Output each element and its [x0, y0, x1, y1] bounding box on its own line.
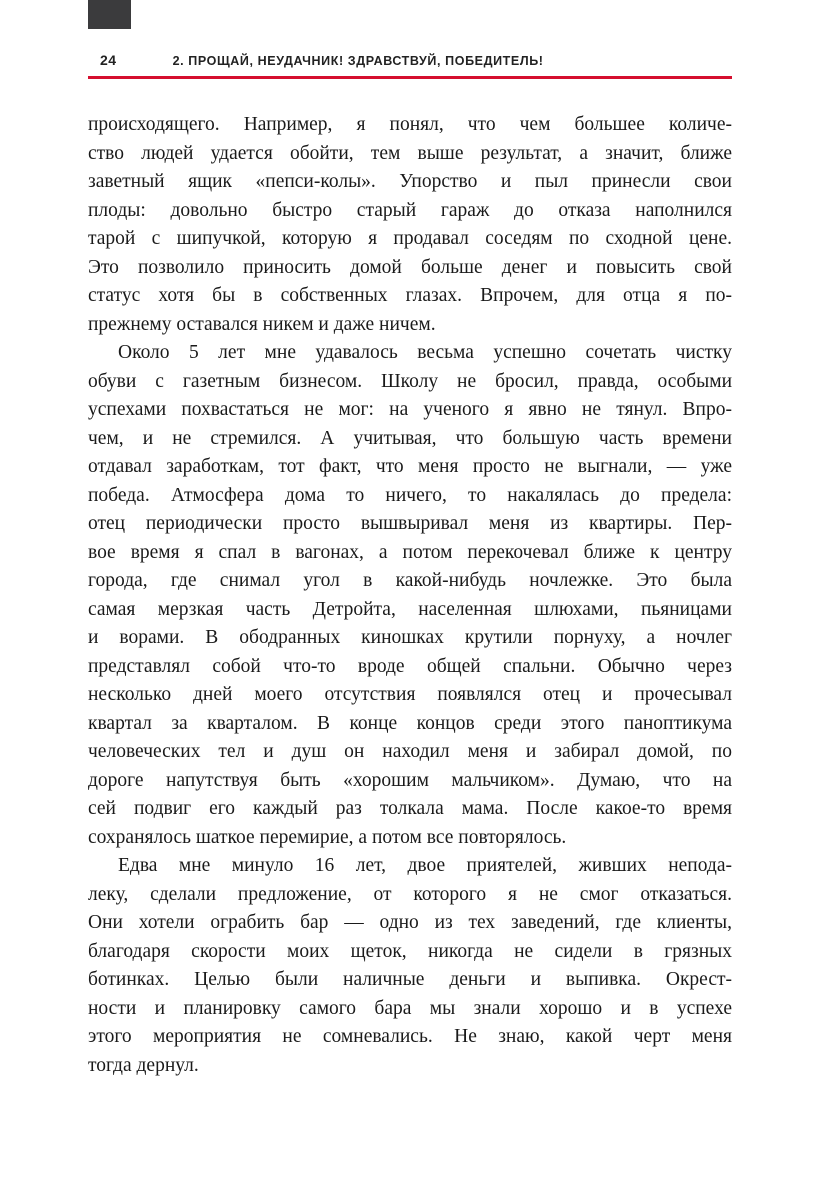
text-line: сей подвиг его каждый раз толкала мама. После какое-то время: [88, 798, 732, 819]
corner-mark-decoration: [88, 0, 131, 29]
text-line: этого мероприятия не сомневались. Не знаю, какой черт меня: [88, 1026, 732, 1047]
text-line: статус хотя бы в собственных глазах. Впрочем, для отца я по-: [88, 285, 732, 306]
text-line: плоды: довольно быстро старый гараж до отказа наполнился: [88, 199, 732, 221]
chapter-title: 2. ПРОЩАЙ, НЕУДАЧНИК! ЗДРАВСТВУЙ, ПОБЕДИТЕЛЬ!: [172, 54, 544, 68]
text-line: чем, и не стремился. А учитывая, что большую часть времени: [88, 427, 732, 449]
text-line: несколько дней моего отсутствия появлялся отец и прочесывал: [88, 684, 732, 705]
text-line: заветный ящик «пепси-колы». Упорство и пыл принесли свои: [88, 171, 732, 192]
body-text: [88, 111, 732, 1080]
paragraph: [88, 111, 732, 339]
text-line: города, где снимал угол в какой-нибудь ночлежке. Это была: [88, 570, 732, 591]
text-line: победа. Атмосфера дома то ничего, то накалялась до предела:: [88, 484, 732, 506]
paragraph: [88, 339, 732, 852]
text-line: тарой с шипучкой, которую я продавал соседям по сходной цене.: [88, 228, 732, 249]
text-line: тогда дернул.: [88, 1054, 199, 1076]
text-line: представлял собой что-то вроде общей спальни. Обычно через: [88, 655, 732, 677]
text-line: квартал за кварталом. В конце концов среди этого паноптикума: [88, 712, 732, 734]
text-line: вое время я спал в вагонах, а потом перекочевал ближе к центру: [88, 541, 732, 563]
header-rule: [88, 76, 732, 79]
text-line: ботинках. Целью были наличные деньги и выпивка. Окрест-: [88, 969, 732, 990]
text-line: дороге напутствуя быть «хорошим мальчиком». Думаю, что на: [88, 769, 732, 791]
text-line: отдавал заработкам, тот факт, что меня просто не выгнали, — уже: [88, 456, 732, 477]
text-line: происходящего. Например, я понял, что чем большее количе-: [88, 114, 732, 135]
text-line: благодаря скорости моих щеток, никогда не сидели в грязных: [88, 940, 732, 962]
text-line: отец периодически просто вышвыривал меня из квартиры. Пер-: [88, 513, 732, 534]
text-line: Они хотели ограбить бар — одно из тех заведений, где клиенты,: [88, 912, 732, 933]
paragraph: [88, 852, 732, 1080]
text-line: человеческих тел и душ он находил меня и забирал домой, по: [88, 741, 732, 762]
text-line: ности и планировку самого бара мы знали хорошо и в успехе: [88, 997, 732, 1019]
page-number: 24: [100, 52, 117, 68]
text-line: леку, сделали предложение, от которого я не смог отказаться.: [88, 883, 732, 905]
page-header: [88, 52, 732, 72]
text-line: Едва мне минуло 16 лет, двое приятелей, живших непода-: [118, 855, 732, 876]
text-line: ство людей удается обойти, тем выше результат, а значит, ближе: [88, 142, 732, 164]
text-line: самая мерзкая часть Детройта, населенная шлюхами, пьяницами: [88, 598, 732, 620]
text-line: Это позволило приносить домой больше денег и повысить свой: [88, 256, 732, 278]
text-line: Около 5 лет мне удавалось весьма успешно сочетать чистку: [118, 342, 732, 363]
text-line: и ворами. В ободранных киношках крутили порнуху, а ночлег: [88, 627, 732, 648]
text-line: обуви с газетным бизнесом. Школу не бросил, правда, особыми: [88, 370, 732, 392]
text-line: успехами похвастаться не мог: на ученого я явно не тянул. Впро-: [88, 399, 732, 420]
text-line: прежнему оставался никем и даже ничем.: [88, 313, 436, 335]
text-line: сохранялось шаткое перемирие, а потом все повторялось.: [88, 826, 567, 848]
